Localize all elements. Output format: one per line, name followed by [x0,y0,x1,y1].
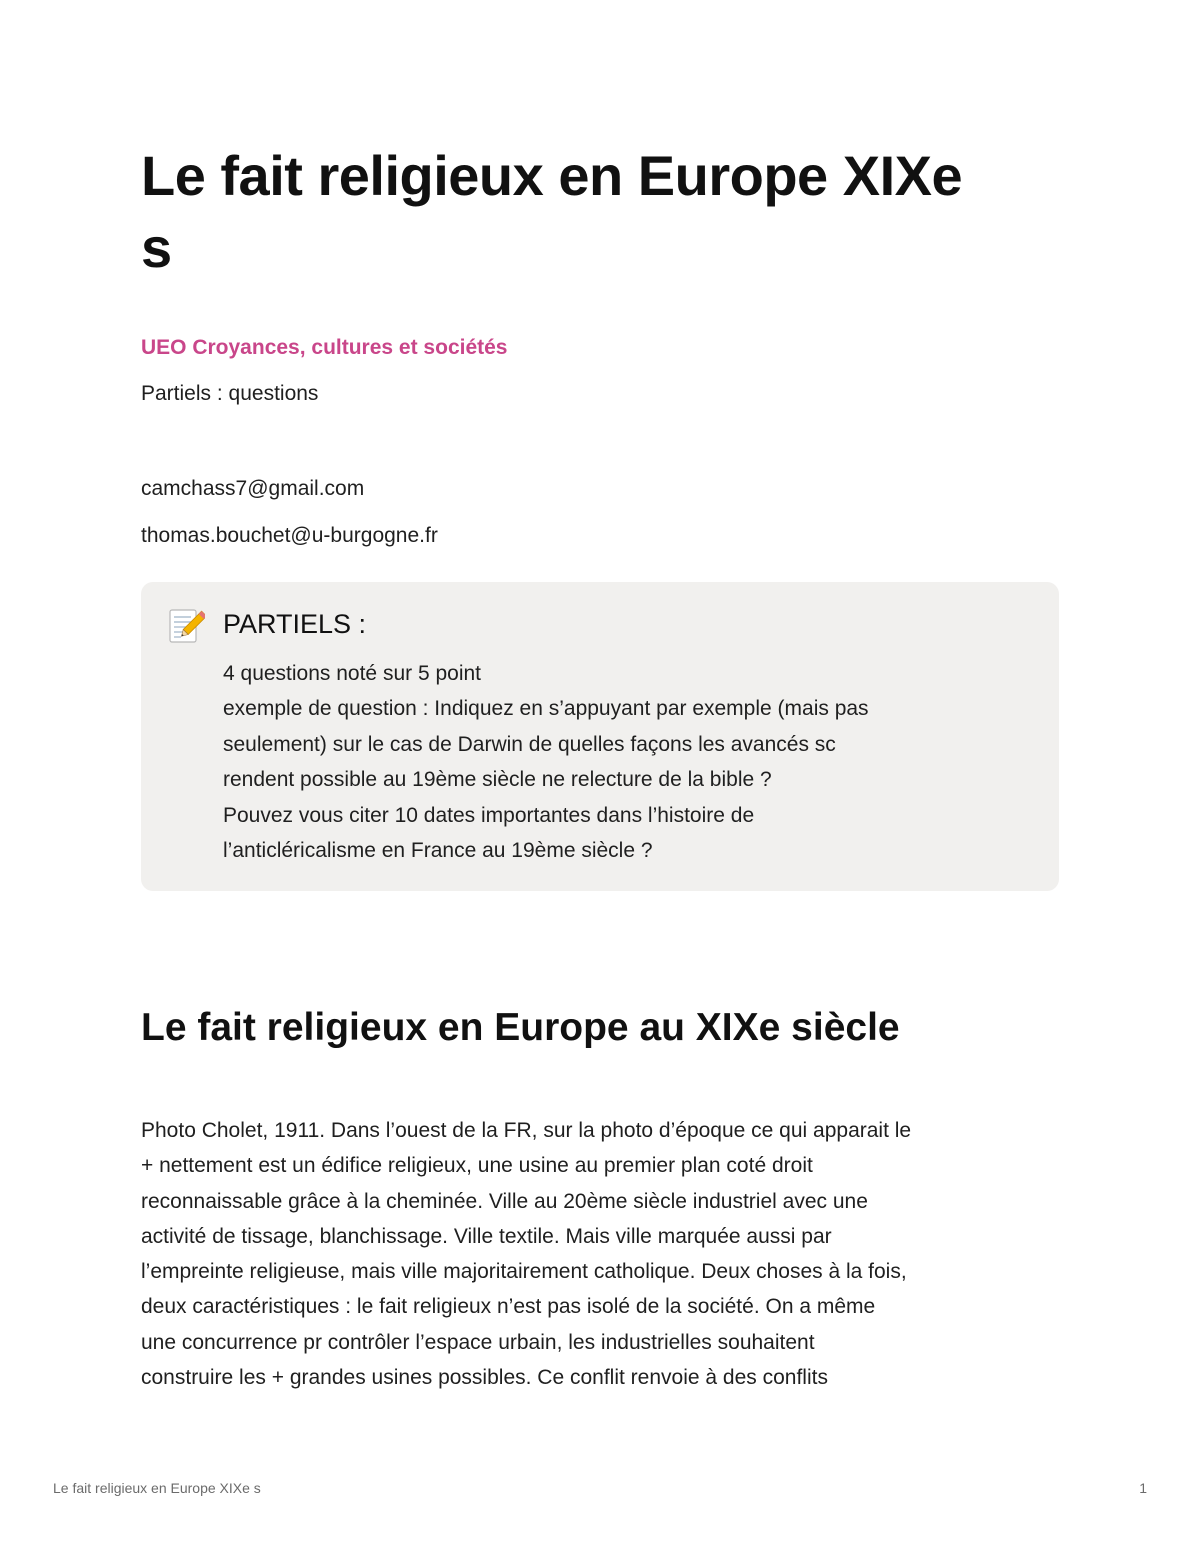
callout-line: l’anticléricalisme en France au 19ème siècle ? [223,839,653,863]
email-1: camchass7@gmail.com [141,477,365,500]
paragraph-line: + nettement est un édifice religieux, une usine au premier plan coté droit [141,1154,813,1178]
course-subtitle: UEO Croyances, cultures et sociétés [141,336,508,359]
paragraph-line: activité de tissage, blanchissage. Ville textile. Mais ville marquée aussi par [141,1224,832,1248]
memo-pencil-icon [167,606,205,646]
paragraph-line: deux caractéristiques : le fait religieux n’est pas isolé de la société. On a même [141,1295,876,1319]
footer-doc-title: Le fait religieux en Europe XIXe s [53,1480,261,1496]
email-2: thomas.bouchet@u-burgogne.fr [141,524,438,547]
paragraph-line: reconnaissable grâce à la cheminée. Ville au 20ème siècle industriel avec une [141,1189,868,1213]
page-title-line-1: Le fait religieux en Europe XIXe [141,144,963,207]
callout-line: 4 questions noté sur 5 point [223,662,482,685]
paragraph-line: Photo Cholet, 1911. Dans l’ouest de la FR, sur la photo d’époque ce qui apparait le [141,1119,912,1142]
callout-body [223,656,1023,868]
partiels-callout [141,582,1059,891]
paragraph-line: construire les + grandes usines possibles. Ce conflit renvoie à des conflits [141,1366,828,1390]
footer-page-number: 1 [1139,1480,1147,1496]
callout-line: seulement) sur le cas de Darwin de quelles façons les avancés sc [223,732,836,756]
callout-title: PARTIELS : [223,609,367,639]
callout-line: Pouvez vous citer 10 dates importantes dans l’histoire de [223,803,755,827]
section-heading: Le fait religieux en Europe au XIXe siècle [141,1006,900,1049]
page-title-line-2: s [141,216,172,279]
callout-line: exemple de question : Indiquez en s’appuyant par exemple (mais pas [223,697,869,721]
section-paragraph [141,1113,1059,1395]
paragraph-line: l’empreinte religieuse, mais ville majoritairement catholique. Deux choses à la fois, [141,1260,907,1284]
page-title [141,140,1059,284]
paragraph-line: une concurrence pr contrôler l’espace urbain, les industrielles souhaitent [141,1330,815,1354]
callout-line: rendent possible au 19ème siècle ne relecture de la bible ? [223,768,772,792]
exam-note: Partiels : questions [141,382,319,405]
